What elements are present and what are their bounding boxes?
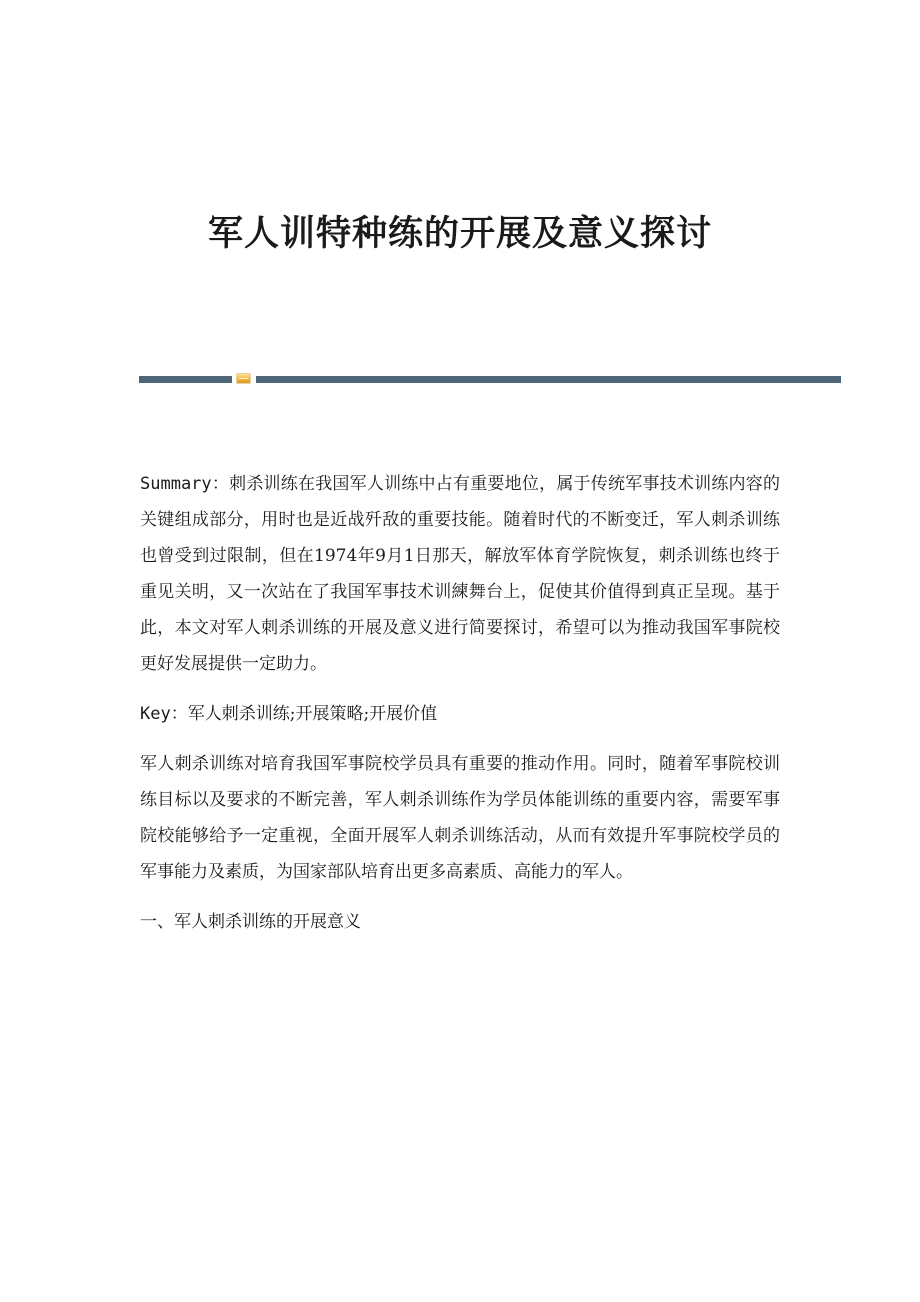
summary-paragraph <box>140 466 780 682</box>
section-heading: 一、军人刺杀训练的开展意义 <box>140 912 361 932</box>
key-text: 军人刺杀训练;开展策略;开展价值 <box>187 704 438 724</box>
document-body <box>140 466 780 954</box>
key-label: Key： <box>140 704 188 724</box>
divider-ornament-icon <box>236 373 251 384</box>
body-paragraph: 军人刺杀训练对培育我国军事院校学员具有重要的推动作用。同时，随着军事院校训练目标以及要求的不断完善，军人刺杀训练作为学员体能训练的重要内容，需要军事院校能够给予一定重视，全面开展军人刺杀训练活动，从而有效提升军事院校学员的军事能力及素质，为国家部队培育出更多高素质、高能力的军人。 <box>140 754 780 882</box>
page-title: 军人训特种练的开展及意义探讨 <box>207 213 712 254</box>
divider-bar-right <box>256 376 841 383</box>
summary-label: Summary： <box>140 474 230 494</box>
summary-text: 刺杀训练在我国军人训练中占有重要地位，属于传统军事技术训练内容的关键组成部分，用时也是近战歼敌的重要技能。随着时代的不断变迁，军人刺杀训练也曾受到过限制，但在1974年9月1日那天，解放军体育学院恢复，刺杀训练也终于重见关明，又一次站在了我国军事技术训練舞台上，促使其价值得到真正呈现。基于此，本文对军人刺杀训练的开展及意义进行简要探讨，希望可以为推动我国军事院校更好发展提供一定助力。 <box>140 474 780 674</box>
key-paragraph <box>140 696 780 732</box>
divider-bar-left <box>139 376 232 383</box>
title-divider <box>139 373 841 385</box>
